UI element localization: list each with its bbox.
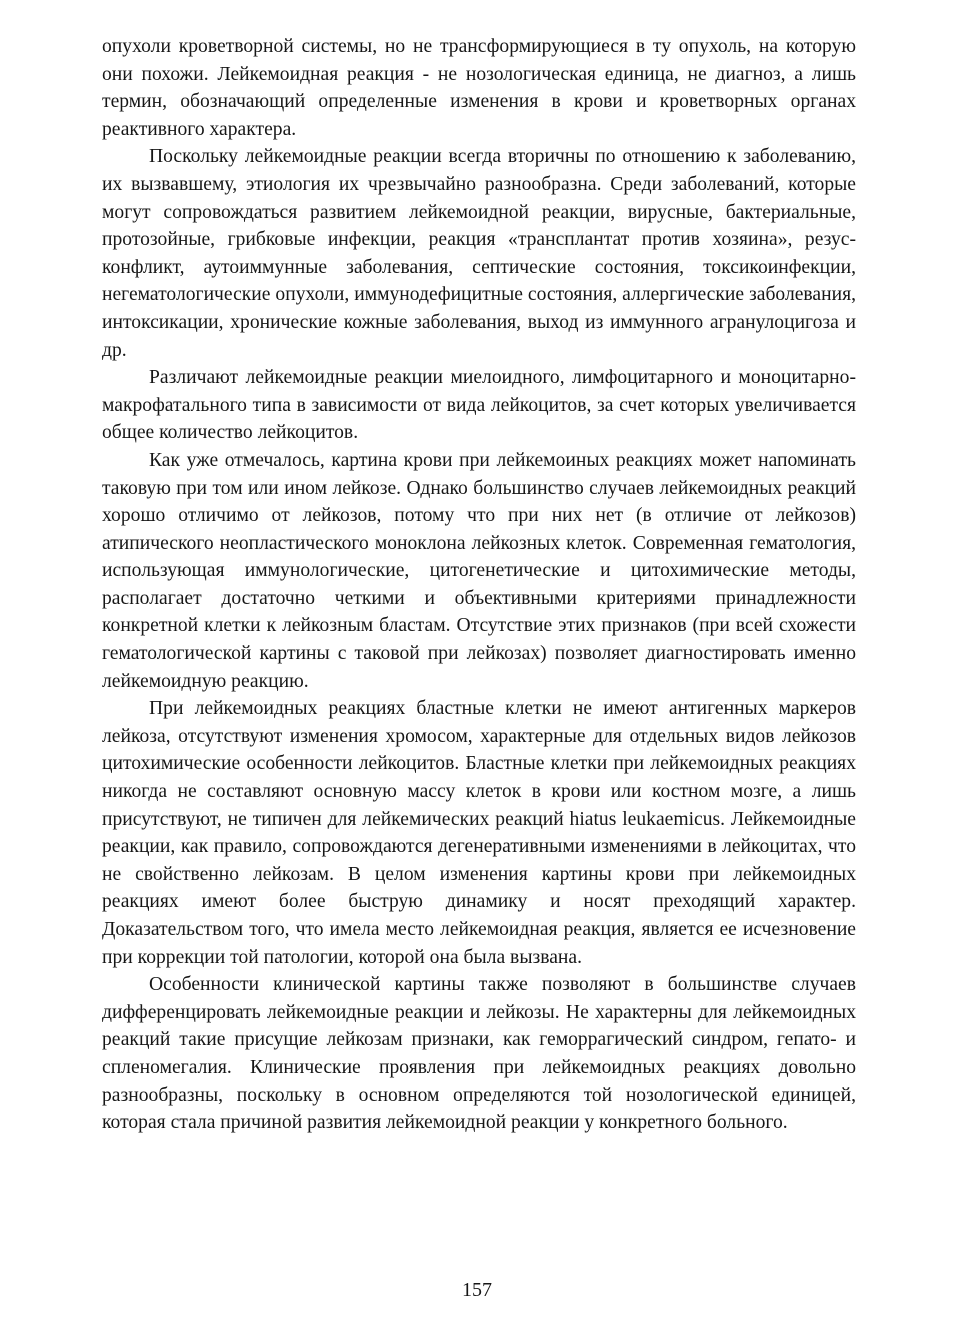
paragraph-4: Как уже отмечалось, картина крови при лейкемоиных реакциях может напоминать таковую при том или ином лейкозе. Однако большинство случаев лейкемоидных реакций хорошо отличимо от лейкозов, потому что при них нет (в отличие от лейкозов) атипического неопластического моноклона лейкозных клеток. Современная гематология, использующая иммунологические, цитогенетические и цитохимические методы, располагает достаточно четкими и объективными критериями принадлежности конкретной клетки к лейкозным бластам. Отсутствие этих признаков (при всей схожести гематологической картины с таковой при лейкозах) позволяет диагностировать именно лейкемоидную реакцию. — [102, 449, 856, 692]
paragraph-3: Различают лейкемоидные реакции миелоидного, лимфоцитарного и моноцитарно-макрофатального типа в зависимости от вида лейкоцитов, за счет которых увеличивается общее количество лейкоцитов. — [102, 367, 856, 444]
paragraph-5: При лейкемоидных реакциях бластные клетки не имеют антигенных маркеров лейкоза, отсутствуют изменения хромосом, характерные для отдельных видов лейкозов цитохимические особенности лейкоцитов. Бластные клетки при лейкемоидных реакциях никогда не составляют основную массу клеток в крови или костном мозге, а лишь присутствуют, не типичен для лейкемических реакций hiatus leukaemicus. Лейкемоидные реакции, как правило, сопровождаются дегенеративными изменениями в лейкоцитах, что не свойственно лейкозам. В целом изменения картины крови при лейкемоидных реакциях имеют более быструю динамику и носят преходящий характер. Доказательством того, что имела место лейкемоидная реакция, является ее исчезновение при коррекции той патологии, которой она была вызвана. — [102, 698, 856, 968]
paragraph-1: опухоли кроветворной системы, но не трансформирующиеся в ту опухоль, на которую они похожи. Лейкемоидная реакция - не нозологическая единица, не диагноз, а лишь термин, обозначающий определенные изменения в крови и кроветворных органах реактивного характера. — [102, 36, 856, 140]
body-text — [102, 33, 856, 1137]
paragraph-2: Поскольку лейкемоидные реакции всегда вторичны по отношению к заболеванию, их вызвавшему, этиология их чрезвычайно разнообразна. Среди заболеваний, которые могут сопровождаться развитием лейкемоидной реакции, вирусные, бактериальные, протозойные, грибковые инфекции, реакция «трансплантат против хозяина», резус-конфликт, аутоиммунные заболевания, септические состояния, токсикоинфекции, негематологические опухоли, иммунодефицитные состояния, аллергические заболевания, интоксикации, хронические кожные заболевания, выход из иммунного агранулоцигоза и др. — [102, 146, 856, 361]
paragraph-6: Особенности клинической картины также позволяют в большинстве случаев дифференцировать лейкемоидные реакции и лейкозы. Не характерны для лейкемоидных реакций такие присущие лейкозам признаки, как геморрагический синдром, гепато- и спленомегалия. Клинические проявления при лейкемоидных реакциях довольно разнообразны, поскольку в основном определяются той нозологической единицей, которая стала причиной развития лейкемоидной реакции у конкретного больного. — [102, 974, 856, 1134]
page-number: 157 — [462, 1279, 492, 1301]
